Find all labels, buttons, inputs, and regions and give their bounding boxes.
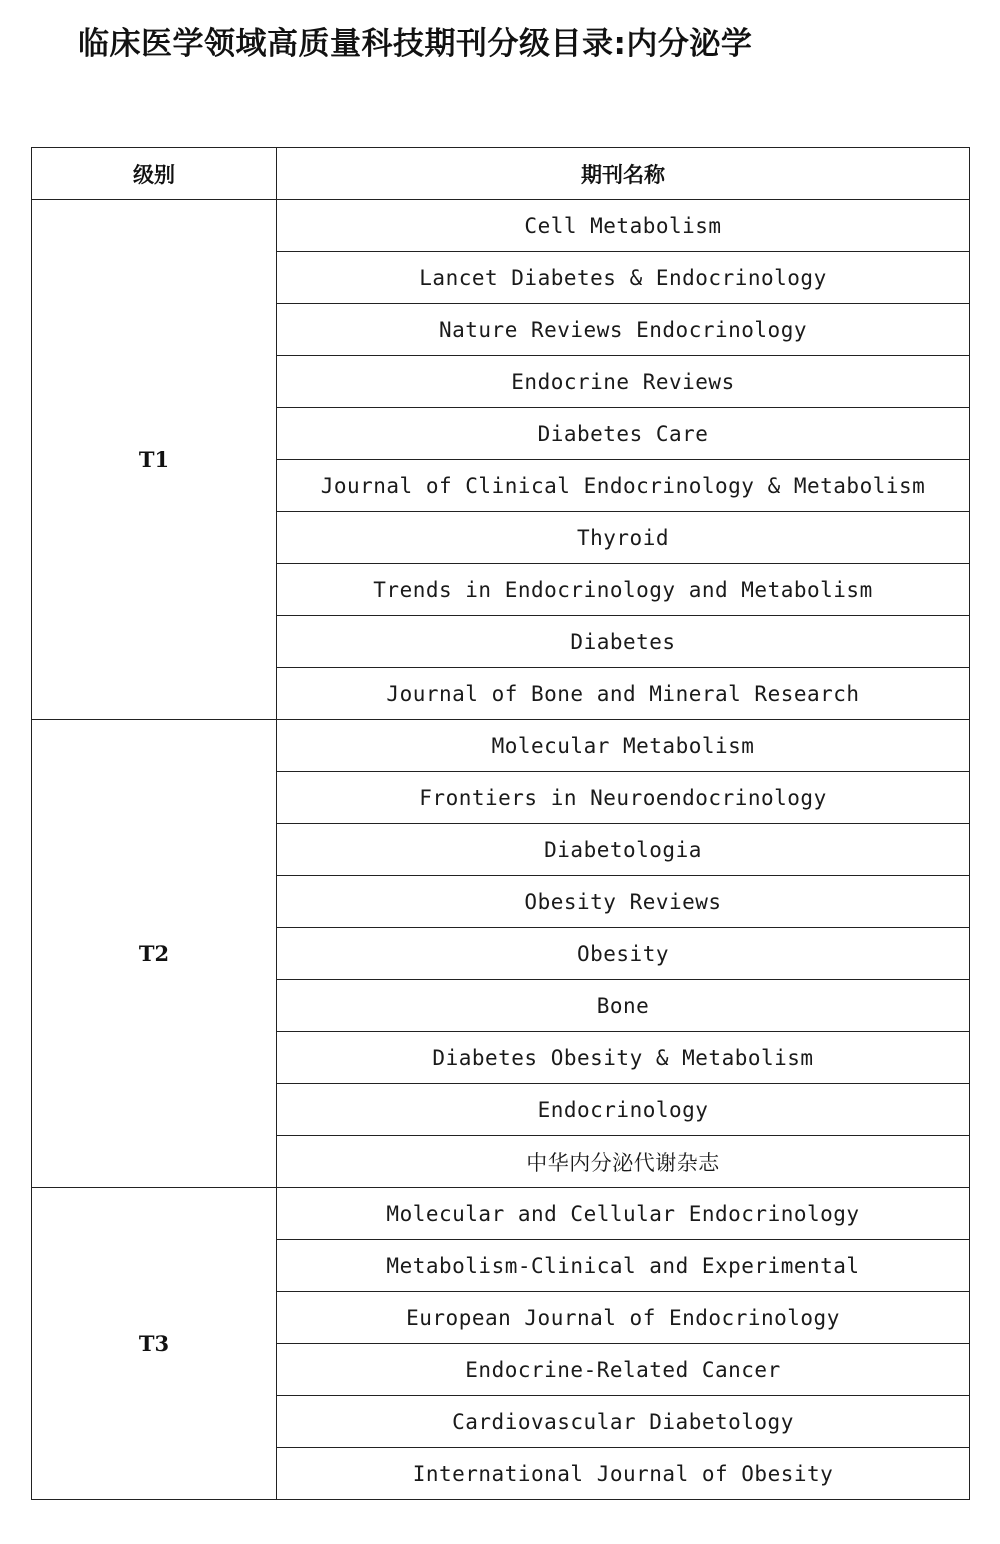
journal-name-cell: European Journal of Endocrinology [277, 1292, 970, 1344]
journal-name-cell: Endocrine-Related Cancer [277, 1344, 970, 1396]
level-cell: T3 [32, 1188, 277, 1500]
journal-table [31, 147, 970, 1500]
journal-name-cell: Diabetes Obesity & Metabolism [277, 1032, 970, 1084]
journal-name-cell: Thyroid [277, 512, 970, 564]
journal-name-cell: 中华内分泌代谢杂志 [277, 1136, 970, 1188]
journal-name-cell: Trends in Endocrinology and Metabolism [277, 564, 970, 616]
journal-name-cell: Molecular Metabolism [277, 720, 970, 772]
journal-name-cell: Molecular and Cellular Endocrinology [277, 1188, 970, 1240]
table-row [32, 720, 970, 772]
level-cell: T2 [32, 720, 277, 1188]
table-body [32, 200, 970, 1500]
journal-name-cell: Cell Metabolism [277, 200, 970, 252]
level-cell: T1 [32, 200, 277, 720]
journal-name-cell: Diabetologia [277, 824, 970, 876]
journal-name-cell: Obesity [277, 928, 970, 980]
journal-name-cell: Cardiovascular Diabetology [277, 1396, 970, 1448]
page-title: 临床医学领域高质量科技期刊分级目录:内分泌学 [78, 26, 753, 62]
journal-name-cell: Endocrinology [277, 1084, 970, 1136]
journal-name-cell: Lancet Diabetes & Endocrinology [277, 252, 970, 304]
journal-name-cell: Frontiers in Neuroendocrinology [277, 772, 970, 824]
journal-name-cell: International Journal of Obesity [277, 1448, 970, 1500]
journal-name-cell: Journal of Bone and Mineral Research [277, 668, 970, 720]
table-row [32, 1188, 970, 1240]
journal-name-cell: Diabetes Care [277, 408, 970, 460]
journal-name-cell: Nature Reviews Endocrinology [277, 304, 970, 356]
journal-name-cell: Bone [277, 980, 970, 1032]
journal-column-header: 期刊名称 [277, 148, 970, 200]
journal-name-cell: Obesity Reviews [277, 876, 970, 928]
journal-name-cell: Metabolism-Clinical and Experimental [277, 1240, 970, 1292]
journal-name-cell: Journal of Clinical Endocrinology & Metabolism [277, 460, 970, 512]
table-row [32, 200, 970, 252]
header-row [32, 148, 970, 200]
journal-name-cell: Endocrine Reviews [277, 356, 970, 408]
level-column-header: 级别 [32, 148, 277, 200]
journal-name-cell: Diabetes [277, 616, 970, 668]
table-header [32, 148, 970, 200]
